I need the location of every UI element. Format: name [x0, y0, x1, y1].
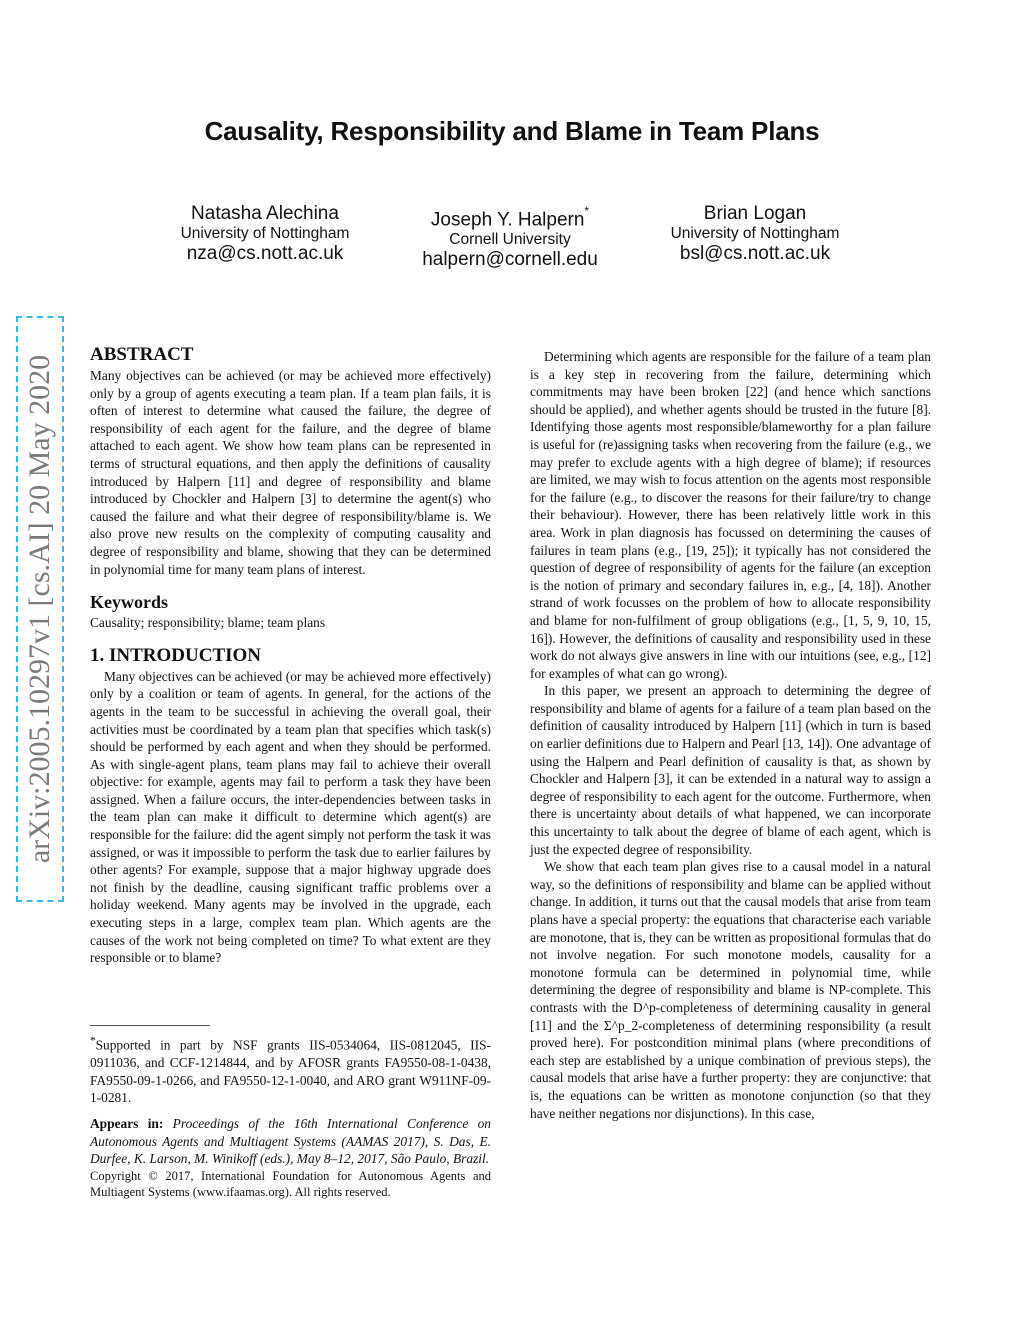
arxiv-id: arXiv:2005.10297v1 [cs.AI] 20 May 2020: [23, 354, 56, 864]
author-email[interactable]: nza@cs.nott.ac.uk: [186, 243, 344, 264]
author-email[interactable]: bsl@cs.nott.ac.uk: [679, 243, 831, 264]
keywords-text: Causality; responsibility; blame; team plans: [90, 615, 326, 631]
author-block: [625, 203, 885, 265]
abstract-heading: ABSTRACT: [90, 344, 194, 365]
footnote-rule: [90, 1025, 210, 1026]
intro-paragraph: In this paper, we present an approach to determining the degree of responsibility and blame of agents for a failure of a team plan based on the definition of causality introduced by Halpern [11] (which in turn is based on earlier definitions due to Halpern and Pearl [13, 14]). One advantage of using the Halpern and Pearl definition of causality is that, as shown by Chockler and Halpern [3], it can be extended in a natural way to assign a degree of responsibility to each agent for the outcome. Furthermore, when there is uncertainty about details of what happened, we can incorporate this uncertainty to talk about the degree of blame of each agent, which is just the expected degree of responsibility.: [530, 683, 931, 857]
abstract-text: Many objectives can be achieved (or may be achieved more effectively) only by a group of agents executing a team plan. If a team plan fails, it is often of interest to determine what caused the failure, the degree of responsibility of each agent for the failure, and the degree of blame attached to each agent. We show how team plans can be represented in terms of structural equations, and then apply the definitions of causality introduced by Halpern [11] and degree of responsibility and blame introduced by Chockler and Halpern [3] to determine the agent(s) who caused the failure and what their degree of responsibility/blame is. We also prove new results on the complexity of computing causality and degree of responsibility and blame, showing that they can be determined in polynomial time for many team plans of interest.: [90, 368, 491, 577]
copyright-notice: Copyright © 2017, International Foundation for Autonomous Agents and Multiagent Systems (www.ifaamas.org). All rights reserved.: [90, 1168, 491, 1199]
author-name: Joseph Y. Halpern: [430, 209, 585, 231]
author-name: Natasha Alechina: [191, 203, 339, 224]
author-name-with-mark: [380, 203, 640, 231]
footnote-mark: *: [90, 1035, 96, 1047]
intro-paragraph: Many objectives can be achieved (or may be achieved more effectively) only by a coalition or team of agents. In general, for the actions of the agents in the team to be successful in achieving the overall goal, their activities must be coordinated by a team plan that specifies which task(s) should be performed by each agent and when they should be performed. As with single-agent plans, team plans may fail to achieve their overall objective: for example, agents may fail to perform a task they have been assigned. When a failure occurs, the inter-dependencies between tasks in the team plan can make it difficult to determine which agent(s) are responsible for the failure: did the agent simply not perform the task it was assigned, or was it impossible to perform the task due to earlier failures by other agents? For example, suppose that a major highway upgrade does not finish by the deadline, causing significant traffic problems over a holiday weekend. Many agents may be involved in the upgrade, each executing steps in a large, complex team plan. Which agents are the causes of the work not being completed on time? To what extent are they responsible or to blame?: [90, 668, 491, 966]
introduction-heading: 1. INTRODUCTION: [90, 644, 262, 666]
author-email[interactable]: halpern@cornell.edu: [422, 249, 598, 271]
appears-in-label: Appears in:: [90, 1116, 164, 1131]
right-column: [530, 348, 931, 1122]
left-column: [90, 343, 491, 967]
footnote-mark[interactable]: *: [584, 204, 590, 218]
arxiv-stamp[interactable]: [16, 316, 64, 902]
author-block: [135, 203, 395, 265]
appears-in-text: Proceedings of the 16th International Conference on Autonomous Agents and Multiagent Systems (AAMAS 2017), S. Das, E. Durfee, K. Larson, M. Winikoff (eds.), May 8–12, 2017, São Paulo, Brazil.: [90, 1116, 491, 1167]
intro-paragraph: We show that each team plan gives rise to a causal model in a natural way, so the definitions of responsibility and blame can be applied without change. In addition, it turns out that the causal models that arise from team plans have a special property: the equations that characterise each variable are monotone, that is, they can be written as propositional formulas that do not involve negation. For such monotone models, causality for a monotone formula can be determined in polynomial time, while determining the degree of responsibility and blame is NP-complete. This contrasts with the D^p-completeness of determining causality in general [11] and the Σ^p_2-completeness of determining responsibility (a result proved here). For postcondition minimal plans (where preconditions of each step are established by a unique combination of previous steps), the causal models that arise have a further property: they are conjunctive: that is, the equations can be written as monotone conjunction (so that they have neither negations nor disjunctions). In this case,: [530, 859, 931, 1121]
author-block: [380, 203, 640, 271]
author-name: Brian Logan: [703, 203, 807, 224]
paper-title: Causality, Responsibility and Blame in Team Plans: [204, 116, 820, 146]
footnote: [90, 1033, 491, 1107]
author-affiliation: Cornell University: [449, 231, 571, 249]
footnote-text: Supported in part by NSF grants IIS-0534064, IIS-0812045, IIS-0911036, and CCF-1214844, and by AFOSR grants FA9550-08-1-0438, FA9550-09-1-0266, and FA9550-12-1-0040, and ARO grant W911NF-09-1-0281.: [90, 1037, 491, 1106]
author-affiliation: University of Nottingham: [180, 225, 350, 242]
appears-in-block: [90, 1115, 491, 1200]
intro-paragraph: Determining which agents are responsible for the failure of a team plan is a key step in recovering from the failure, determining which commitments may have been broken [22] (and hence which sanctions should be applied), and whether agents should be trusted in the future [8]. Identifying those agents most responsible/blameworthy for a plan failure is useful for (re)assigning tasks when recovering from the failure (e.g., we may prefer to exclude agents with a high degree of blame); if resources are limited, we may wish to focus attention on the agents most responsible for the failure (e.g., to discover the reasons for their failure/try to change their behaviour). However, there has been relatively little work in this area. Work in plan diagnosis has focussed on determining the causes of failures in team plans (e.g., [19, 25]); it typically has not considered the question of degree of responsibility of agents for the failure (an exception is the notion of primary and secondary failures in, e.g., [4, 18]). Another strand of work focusses on the problem of how to allocate responsibility and blame for non-fulfilment of group obligations (e.g., [1, 5, 9, 10, 15, 16]). However, the definitions of causality and responsibility used in these work do not always give answers in line with our intuitions (see, e.g., [12] for examples of what can go wrong).: [530, 349, 931, 681]
author-affiliation: University of Nottingham: [670, 225, 840, 242]
keywords-heading: Keywords: [90, 592, 168, 613]
